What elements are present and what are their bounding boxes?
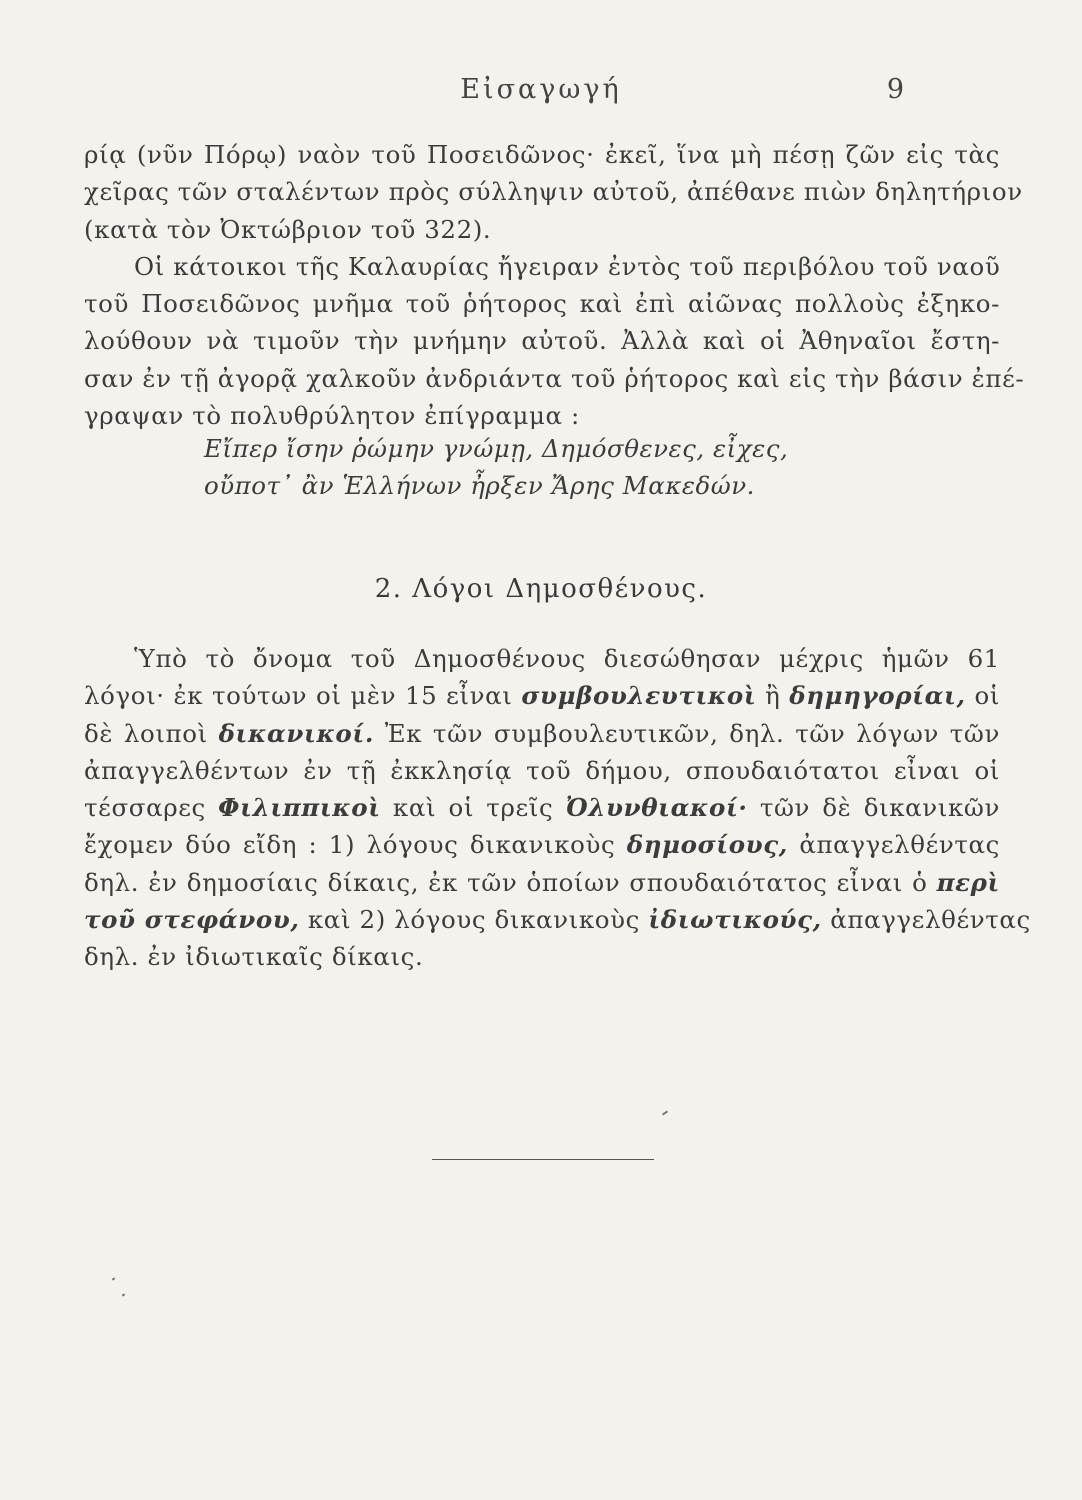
text-run: δὲ λοιποὶ	[84, 718, 219, 748]
text-line: ρίᾳ (νῦν Πόρῳ) ναὸν τοῦ Ποσειδῶνος· ἐκεῖ, ἵνα μὴ πέσῃ ζῶν εἰς τὰς	[84, 140, 1000, 169]
text-run: ἀπαγγελθέντας	[821, 905, 1031, 935]
text-line: τοῦ Ποσειδῶνος μνῆμα τοῦ ῥήτορος καὶ ἐπὶ αἰῶνας πολλοὺς ἐξηκο-	[84, 289, 1000, 319]
emphasis-term: Ὀλυνθιακοί·	[565, 793, 748, 823]
page-number: 9	[886, 74, 904, 105]
running-title: Εἰσαγωγή	[460, 74, 622, 105]
intro-paragraphs	[84, 136, 1025, 434]
running-head	[0, 74, 1082, 114]
text-run: οἱ	[965, 681, 1000, 711]
text-run: καὶ 2) λόγους δικανικοὺς	[299, 905, 649, 935]
scan-speck	[662, 1110, 668, 1115]
text-line	[84, 715, 1000, 752]
text-run: τῶν δὲ δικανικῶν	[747, 793, 1000, 823]
text-run: ἔχομεν δύο εἴδη : 1) λόγους δικανικοὺς	[84, 830, 627, 860]
text-run: δηλ. ἐν δημοσίαις δίκαις, ἐκ τῶν ὁποίων σπουδαιότατος εἶναι ὁ	[84, 867, 937, 897]
emphasis-term: δικανικοί.	[218, 718, 374, 748]
text-line: σαν ἐν τῇ ἀγορᾷ χαλκοῦν ἀνδριάντα τοῦ ῥήτορος καὶ εἰς τὴν βάσιν ἐπέ-	[84, 363, 1025, 393]
text-line	[84, 864, 1000, 901]
epigram-line: Εἴπερ ἴσην ῥώμην γνώμῃ, Δημόσθενες, εἶχες,	[204, 434, 789, 463]
text-line: δηλ. ἐν ἰδιωτικαῖς δίκαις.	[84, 942, 424, 972]
emphasis-term: Φιλιππικοὶ	[218, 793, 381, 823]
section-body	[84, 640, 1031, 976]
text-line: λούθουν νὰ τιμοῦν τὴν μνήμην αὐτοῦ. Ἀλλὰ καὶ οἱ Ἀθηναῖοι ἔστη-	[84, 326, 1000, 356]
emphasis-term: δημηγορίαι,	[789, 681, 966, 711]
emphasis-term: δημοσίους,	[626, 830, 788, 860]
text-line	[84, 789, 1000, 826]
text-line: (κατὰ τὸν Ὀκτώβριον τοῦ 322).	[84, 214, 492, 244]
text-run: καὶ οἱ τρεῖς	[380, 793, 566, 823]
emphasis-term: ἰδιωτικούς,	[648, 905, 822, 935]
text-line	[84, 826, 1000, 863]
emphasis-term: περὶ	[936, 867, 1000, 897]
scan-speck	[122, 1293, 126, 1296]
text-run: ἀπαγγελθέντας	[787, 830, 1000, 860]
text-run: λόγοι· ἐκ τούτων οἱ μὲν 15 εἶναι	[84, 681, 522, 711]
text-line	[84, 901, 1031, 938]
section-heading: 2. Λόγοι Δημοσθένους.	[374, 574, 708, 604]
text-line	[84, 677, 1000, 714]
text-run: τέσσαρες	[84, 793, 219, 823]
end-rule	[432, 1159, 654, 1160]
text-line: Οἱ κάτοικοι τῆς Καλαυρίας ἤγειραν ἐντὸς τοῦ περιβόλου τοῦ ναοῦ	[134, 251, 1001, 281]
text-line: ἀπαγγελθέντων ἐν τῇ ἐκκλησίᾳ τοῦ δήμου, σπουδαιότατοι εἶναι οἱ	[84, 755, 1000, 785]
text-line: Ὑπὸ τὸ ὄνομα τοῦ Δημοσθένους διεσώθησαν μέχρις ἡμῶν 61	[134, 644, 1000, 673]
emphasis-term: τοῦ στεφάνου,	[84, 905, 300, 935]
text-run: Ἐκ τῶν συμβουλευτικῶν, δηλ. τῶν λόγων τῶν	[373, 718, 1000, 748]
text-run: ἢ	[756, 681, 790, 711]
text-line: γραψαν τὸ πολυθρύλητον ἐπίγραμμα :	[84, 401, 580, 431]
scan-speck	[112, 1277, 116, 1280]
emphasis-term: συμβουλευτικοὶ	[521, 681, 757, 711]
epigram	[204, 430, 788, 504]
epigram-line: οὔποτ᾽ ἂν Ἑλλήνων ἦρξεν Ἄρης Μακεδών.	[204, 471, 755, 500]
text-line: χεῖρας τῶν σταλέντων πρὸς σύλληψιν αὐτοῦ, ἀπέθανε πιὼν δηλητήριον	[84, 177, 1023, 207]
